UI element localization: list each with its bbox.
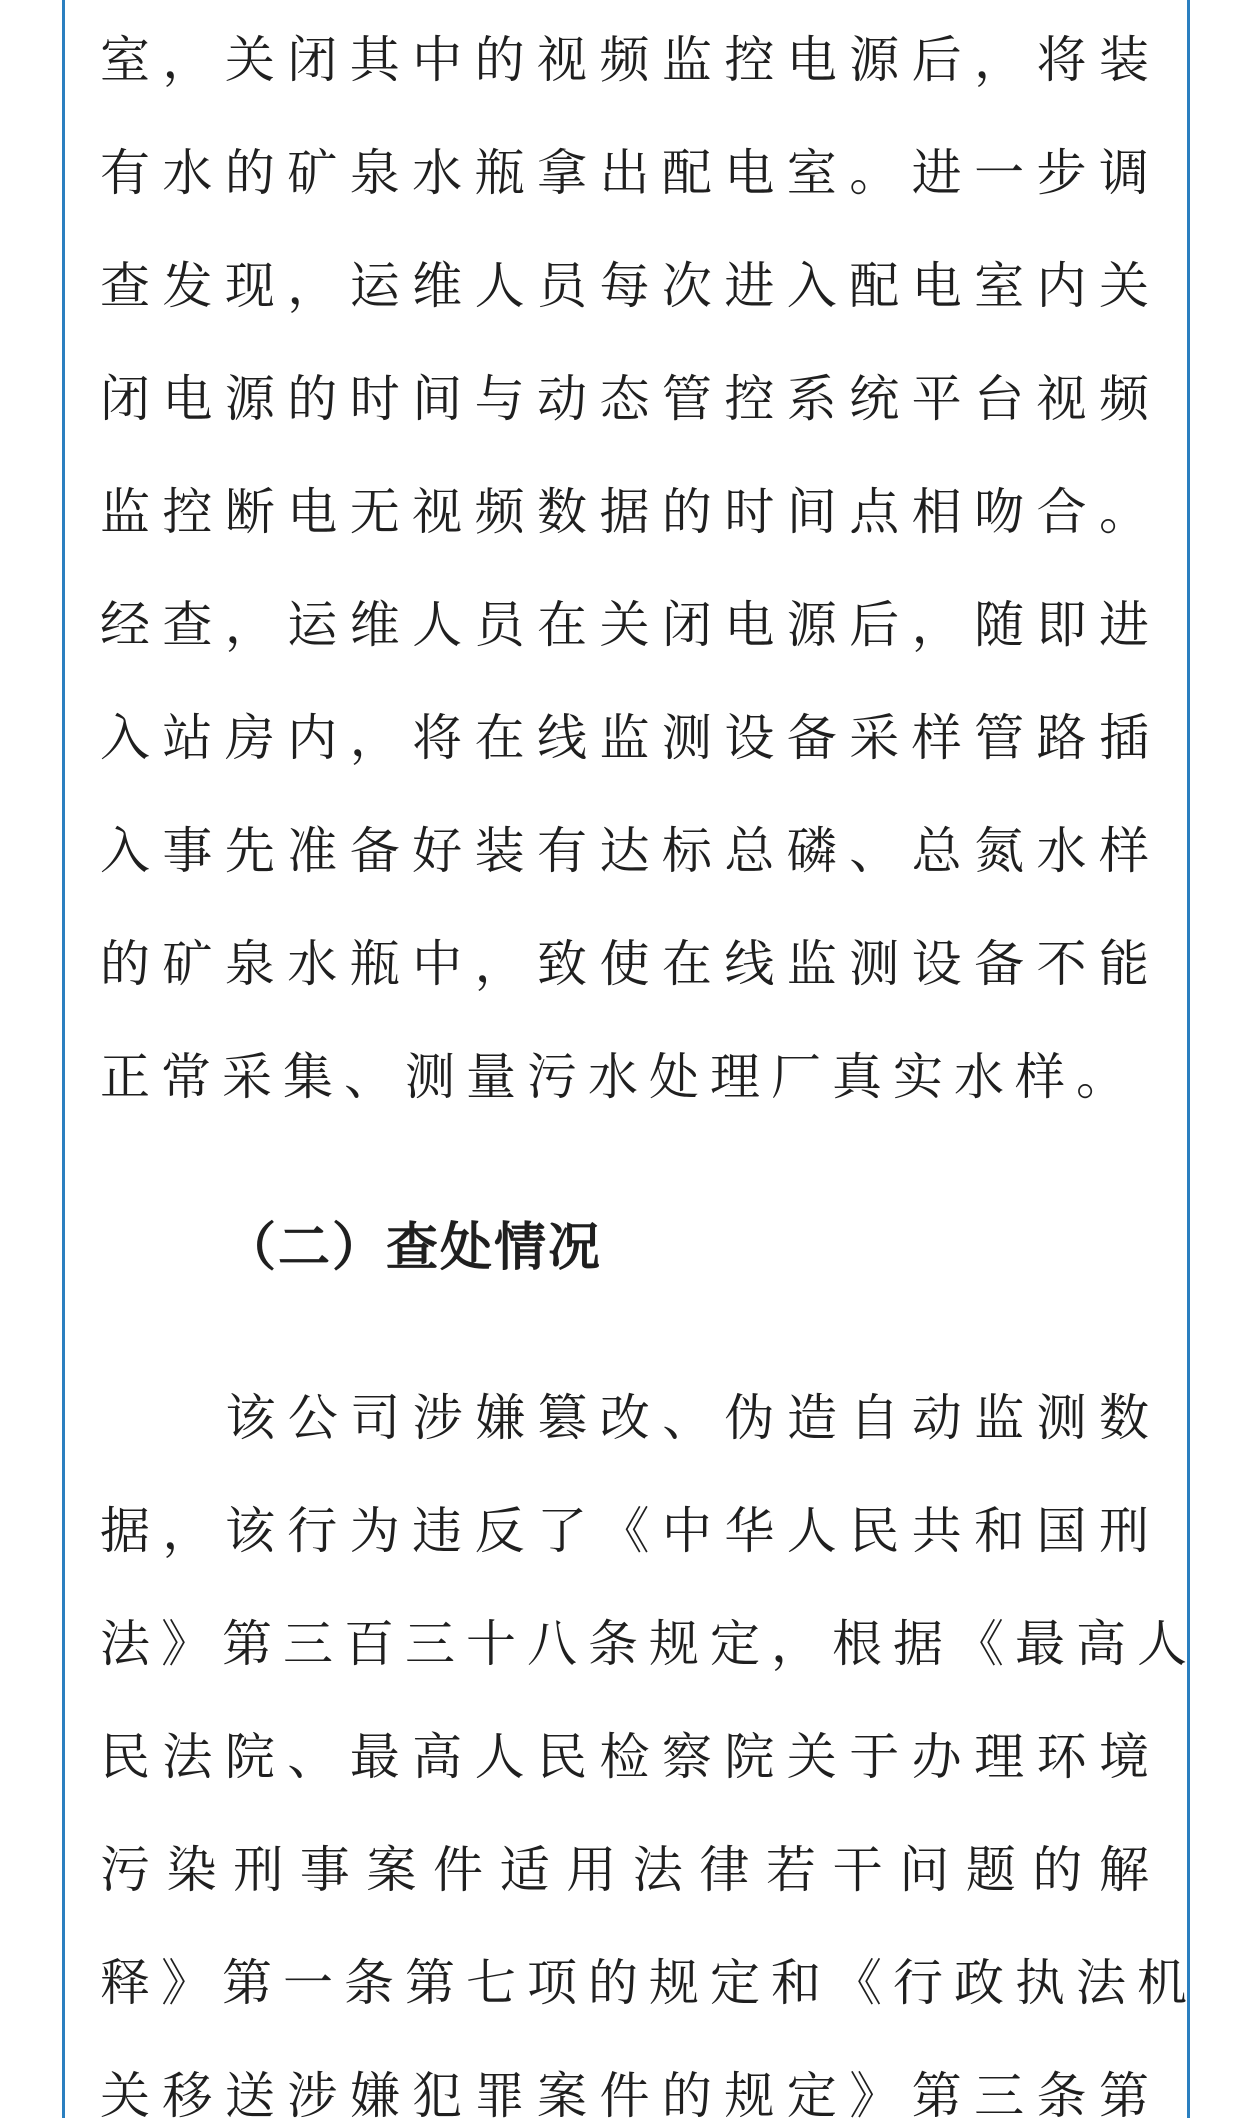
article-body xyxy=(100,4,1198,2118)
text-line: 法》第三百三十八条规定，根据《最高人 xyxy=(100,1615,1198,1673)
section-heading: （二）查处情况 xyxy=(224,1218,603,1278)
text-line: 正常采集、测量污水处理厂真实水样。 xyxy=(100,1048,1137,1106)
text-line: 污染刑事案件适用法律若干问题的解 xyxy=(100,1841,1160,1899)
text-line: 闭电源的时间与动态管控系统平台视频 xyxy=(100,370,1160,428)
text-line: 监控断电无视频数据的时间点相吻合。 xyxy=(100,483,1160,541)
text-line: 释》第一条第七项的规定和《行政执法机 xyxy=(100,1954,1198,2012)
text-line: 入站房内，将在线监测设备采样管路插 xyxy=(100,709,1160,767)
text-line-first xyxy=(100,1362,1160,1475)
text-line: 的矿泉水瓶中，致使在线监测设备不能 xyxy=(100,935,1160,993)
text-line: 入事先准备好装有达标总磷、总氮水样 xyxy=(100,822,1160,880)
paragraph-handling xyxy=(100,1362,1198,2118)
paragraph-investigation xyxy=(100,4,1160,1134)
text-line: 民法院、最高人民检察院关于办理环境 xyxy=(100,1728,1160,1786)
text-line: 有水的矿泉水瓶拿出配电室。进一步调 xyxy=(100,144,1160,202)
text-line: 关移送涉嫌犯罪案件的规定》第三条第 xyxy=(100,2067,1160,2118)
text-line: 室，关闭其中的视频监控电源后，将装 xyxy=(100,31,1160,89)
text-line-content: 该公司涉嫌篡改、伪造自动监测数 xyxy=(224,1389,1160,1447)
text-line: 查发现，运维人员每次进入配电室内关 xyxy=(100,257,1160,315)
text-line: 经查，运维人员在关闭电源后，随即进 xyxy=(100,596,1160,654)
text-line: 据，该行为违反了《中华人民共和国刑 xyxy=(100,1502,1160,1560)
